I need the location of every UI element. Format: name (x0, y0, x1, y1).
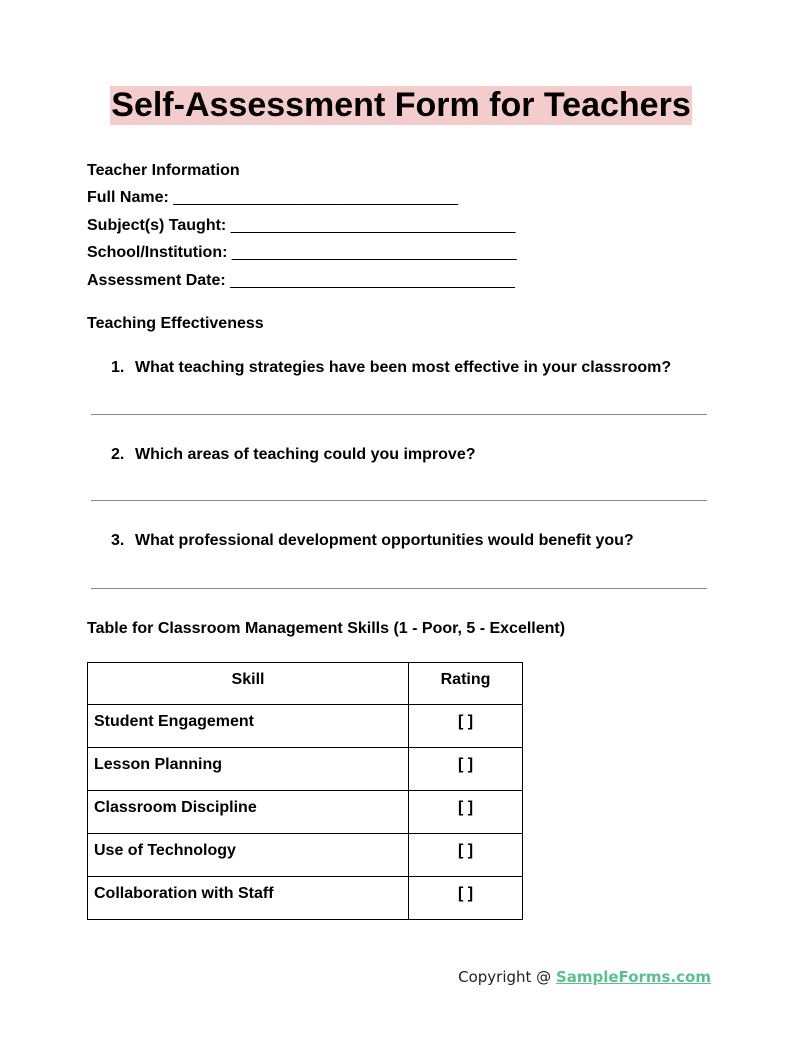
field-label: Subject(s) Taught: (87, 217, 227, 234)
table-row (88, 834, 523, 877)
skills-table (87, 662, 523, 920)
table-row (88, 705, 523, 748)
field-blank[interactable]: ________________________________ (230, 272, 515, 289)
rating-checkbox[interactable]: [ ] (409, 834, 523, 877)
rating-checkbox[interactable]: [ ] (409, 705, 523, 748)
field-label: Assessment Date: (87, 272, 226, 289)
field-subjects-taught[interactable] (87, 217, 515, 235)
copyright-footer (458, 968, 711, 986)
table-row (88, 748, 523, 791)
skill-cell: Student Engagement (88, 705, 409, 748)
field-assessment-date[interactable] (87, 272, 515, 290)
rating-checkbox[interactable]: [ ] (409, 791, 523, 834)
table-row (88, 791, 523, 834)
skill-cell: Use of Technology (88, 834, 409, 877)
question-3 (111, 532, 634, 550)
field-full-name[interactable] (87, 189, 458, 207)
field-blank[interactable]: ________________________________ (230, 217, 516, 234)
question-text: What teaching strategies have been most effective in your classroom? (135, 359, 672, 376)
field-blank[interactable]: ________________________________ (231, 244, 517, 261)
question-number: 3. (111, 532, 125, 549)
question-number: 1. (111, 359, 125, 376)
rating-checkbox[interactable]: [ ] (409, 877, 523, 920)
table-header-row (88, 663, 523, 705)
page-title: Self-Assessment Form for Teachers (111, 86, 691, 124)
field-school[interactable] (87, 244, 517, 262)
teacher-info-heading: Teacher Information (87, 162, 240, 179)
field-label: Full Name: (87, 189, 169, 206)
answer-line-2[interactable] (91, 500, 707, 501)
effectiveness-heading: Teaching Effectiveness (87, 315, 264, 332)
answer-line-3[interactable] (91, 588, 707, 589)
table-row (88, 877, 523, 920)
header-skill: Skill (88, 663, 409, 705)
skill-cell: Lesson Planning (88, 748, 409, 791)
answer-line-1[interactable] (91, 414, 707, 415)
header-rating: Rating (409, 663, 523, 705)
skill-cell: Collaboration with Staff (88, 877, 409, 920)
table-caption: Table for Classroom Management Skills (1 - Poor, 5 - Excellent) (87, 620, 566, 637)
question-number: 2. (111, 446, 125, 463)
copyright-text: Copyright @ (458, 968, 556, 986)
rating-checkbox[interactable]: [ ] (409, 748, 523, 791)
field-label: School/Institution: (87, 244, 228, 261)
field-blank[interactable]: ________________________________ (173, 189, 458, 206)
sampleforms-link[interactable]: SampleForms.com (555, 968, 711, 986)
page-title-wrap (0, 86, 802, 125)
question-2 (111, 446, 476, 464)
skill-cell: Classroom Discipline (88, 791, 409, 834)
question-text: Which areas of teaching could you improve? (135, 446, 476, 463)
question-text: What professional development opportunities would benefit you? (135, 532, 634, 549)
question-1 (111, 359, 671, 377)
